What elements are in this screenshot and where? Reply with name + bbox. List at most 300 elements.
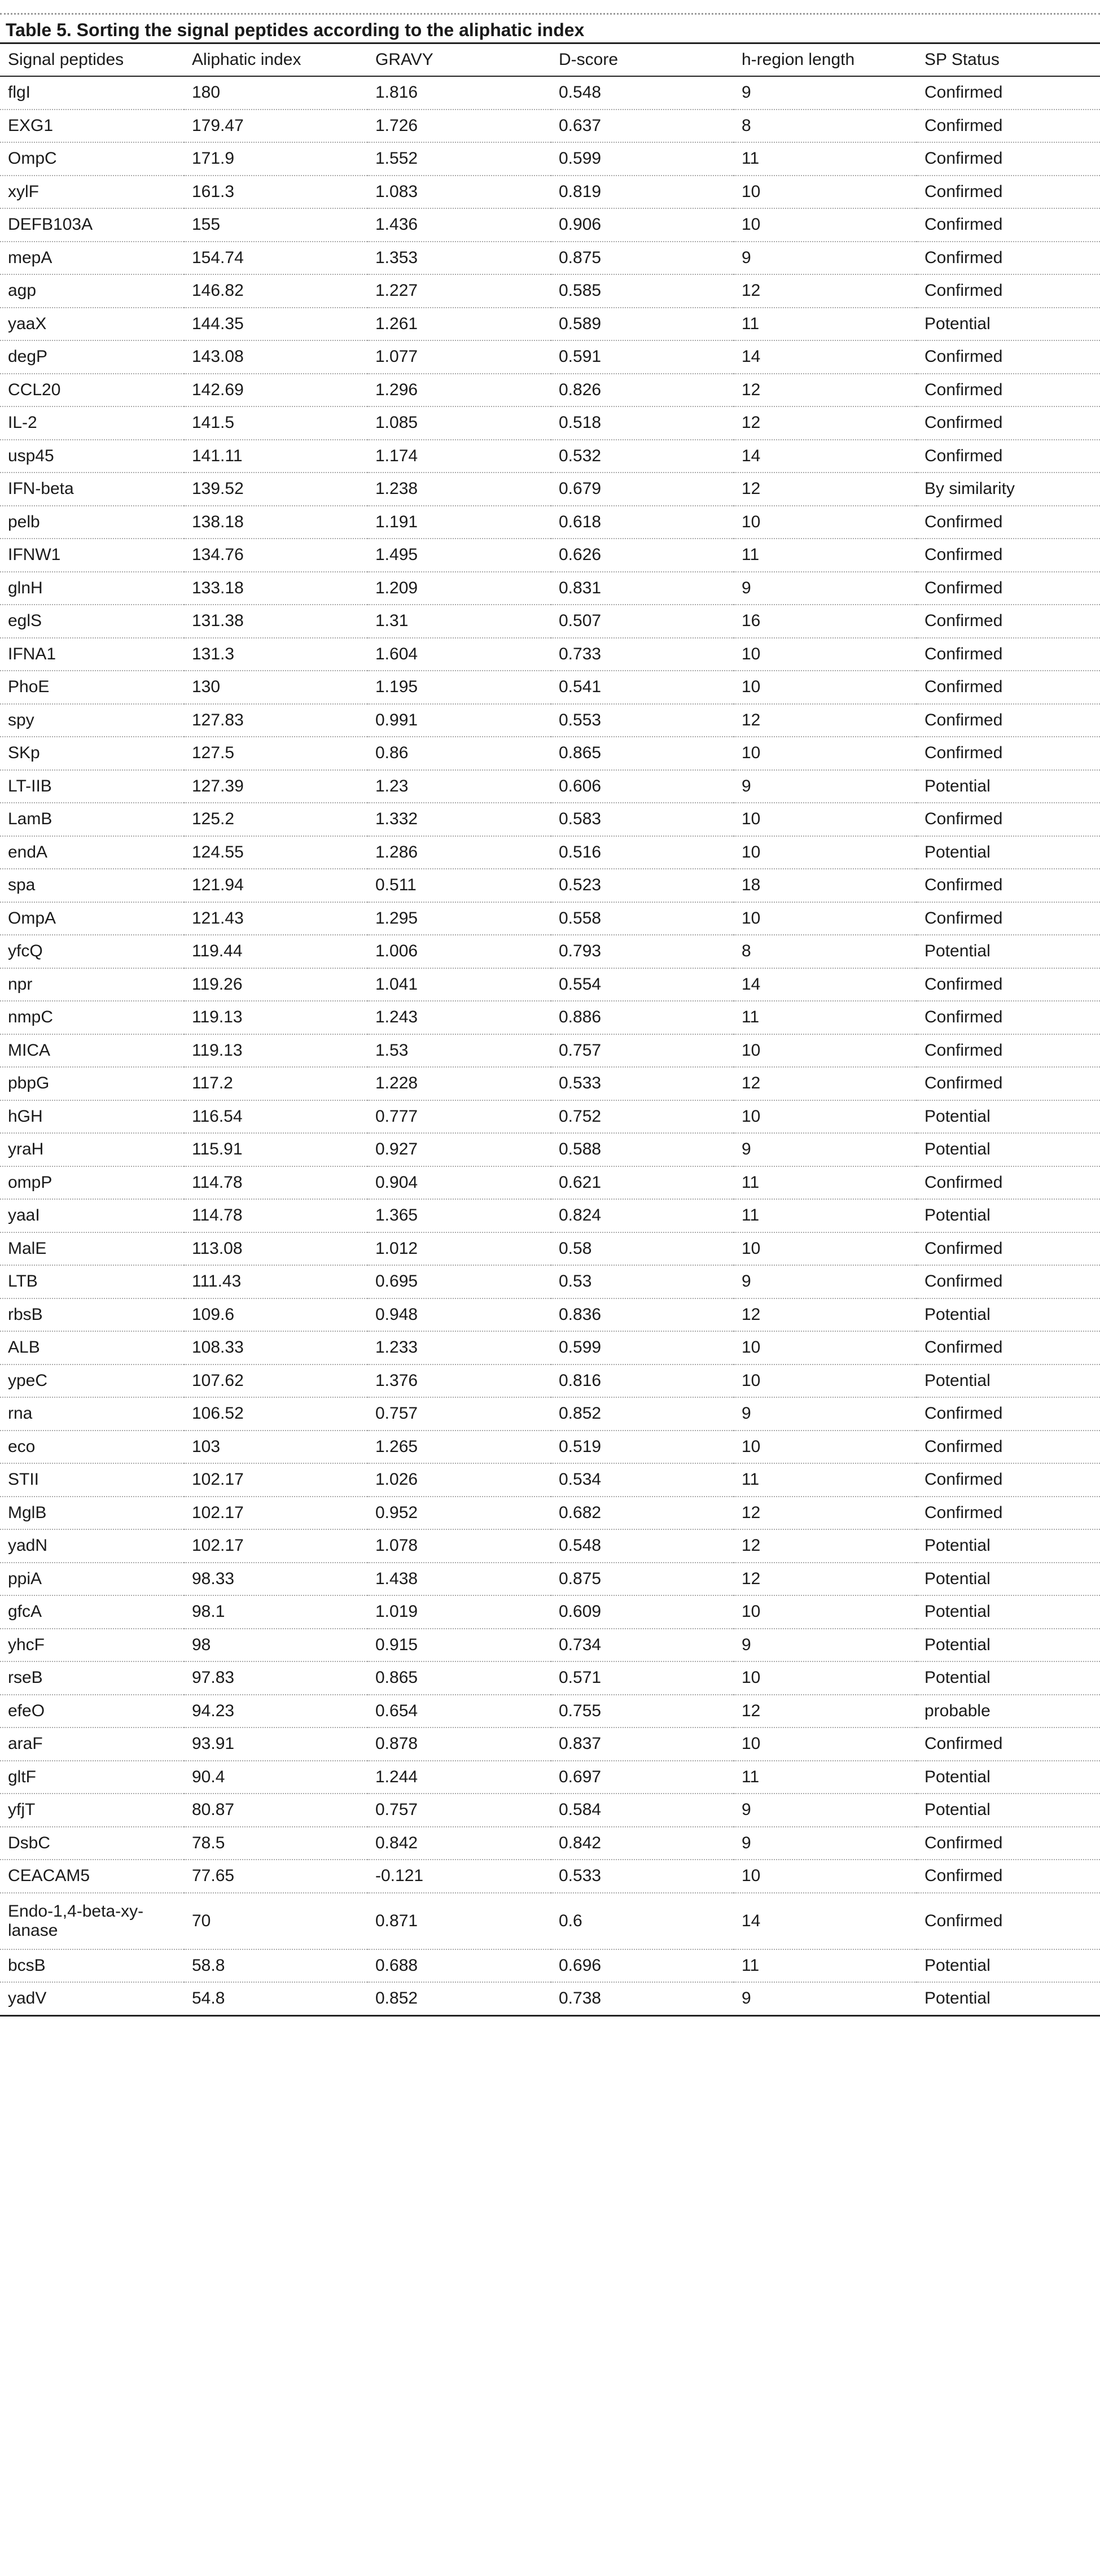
aliphatic-index-cell: 121.94: [184, 869, 367, 902]
sp-status-cell: Potential: [917, 1529, 1100, 1563]
d-score-cell: 0.826: [551, 374, 734, 407]
aliphatic-index-cell: 98.33: [184, 1563, 367, 1596]
signal-peptide-cell: SKp: [0, 737, 184, 770]
table-row: [0, 208, 1100, 242]
table-row: [0, 935, 1100, 968]
sp-status-cell: probable: [917, 1695, 1100, 1728]
signal-peptide-cell: PhoE: [0, 671, 184, 704]
gravy-cell: 1.353: [367, 242, 551, 275]
h-region-length-cell: 11: [734, 142, 917, 176]
d-score-cell: 0.733: [551, 638, 734, 671]
h-region-length-cell: 14: [734, 968, 917, 1001]
sp-status-cell: Confirmed: [917, 1331, 1100, 1364]
sp-status-cell: Confirmed: [917, 1860, 1100, 1893]
gravy-cell: 1.195: [367, 671, 551, 704]
signal-peptide-cell: LamB: [0, 803, 184, 836]
aliphatic-index-cell: 127.5: [184, 737, 367, 770]
aliphatic-index-cell: 98: [184, 1629, 367, 1662]
sp-status-cell: Confirmed: [917, 406, 1100, 440]
h-region-length-cell: 12: [734, 704, 917, 737]
sp-status-cell: Confirmed: [917, 605, 1100, 638]
d-score-cell: 0.583: [551, 803, 734, 836]
sp-status-cell: Confirmed: [917, 76, 1100, 110]
signal-peptide-cell: LTB: [0, 1265, 184, 1298]
h-region-length-cell: 10: [734, 1727, 917, 1761]
aliphatic-index-cell: 131.3: [184, 638, 367, 671]
signal-peptide-cell: IFNA1: [0, 638, 184, 671]
table-row: [0, 1067, 1100, 1100]
signal-peptide-cell: MalE: [0, 1232, 184, 1266]
d-score-cell: 0.618: [551, 506, 734, 539]
signal-peptide-cell: yaaI: [0, 1199, 184, 1232]
d-score-cell: 0.584: [551, 1794, 734, 1827]
d-score-cell: 0.752: [551, 1100, 734, 1134]
aliphatic-index-cell: 109.6: [184, 1298, 367, 1332]
sp-status-cell: Confirmed: [917, 902, 1100, 935]
sp-status-cell: Potential: [917, 1949, 1100, 1983]
signal-peptide-cell: mepA: [0, 242, 184, 275]
signal-peptide-cell: efeO: [0, 1695, 184, 1728]
gravy-cell: 0.654: [367, 1695, 551, 1728]
d-score-cell: 0.541: [551, 671, 734, 704]
signal-peptide-cell: glnH: [0, 572, 184, 605]
table-row: [0, 1100, 1100, 1134]
gravy-cell: 1.376: [367, 1364, 551, 1398]
d-score-cell: 0.682: [551, 1497, 734, 1530]
aliphatic-index-cell: 117.2: [184, 1067, 367, 1100]
table-row: [0, 76, 1100, 110]
table-row: [0, 308, 1100, 341]
sp-status-cell: Confirmed: [917, 704, 1100, 737]
sp-status-cell: Potential: [917, 1298, 1100, 1332]
h-region-length-cell: 10: [734, 1364, 917, 1398]
h-region-length-cell: 11: [734, 1761, 917, 1794]
signal-peptide-cell: CCL20: [0, 374, 184, 407]
gravy-cell: 1.041: [367, 968, 551, 1001]
gravy-cell: 1.244: [367, 1761, 551, 1794]
signal-peptide-cell: rbsB: [0, 1298, 184, 1332]
d-score-cell: 0.819: [551, 176, 734, 209]
sp-status-cell: Confirmed: [917, 440, 1100, 473]
sp-status-cell: Potential: [917, 935, 1100, 968]
table-row: [0, 1529, 1100, 1563]
signal-peptide-cell: araF: [0, 1727, 184, 1761]
table-row: [0, 803, 1100, 836]
signal-peptide-cell: gltF: [0, 1761, 184, 1794]
table-body: [0, 76, 1100, 2015]
d-score-cell: 0.831: [551, 572, 734, 605]
gravy-cell: 1.296: [367, 374, 551, 407]
column-header-d-score: D-score: [551, 44, 734, 76]
d-score-cell: 0.755: [551, 1695, 734, 1728]
sp-status-cell: Confirmed: [917, 737, 1100, 770]
table-row: [0, 1497, 1100, 1530]
signal-peptide-cell: hGH: [0, 1100, 184, 1134]
signal-peptide-cell: yadN: [0, 1529, 184, 1563]
sp-status-cell: Confirmed: [917, 671, 1100, 704]
sp-status-cell: Confirmed: [917, 374, 1100, 407]
d-score-cell: 0.637: [551, 110, 734, 143]
h-region-length-cell: 9: [734, 242, 917, 275]
signal-peptide-cell: gfcA: [0, 1595, 184, 1629]
sp-status-cell: Potential: [917, 1100, 1100, 1134]
d-score-cell: 0.6: [551, 1893, 734, 1949]
signal-peptide-cell: spa: [0, 869, 184, 902]
column-header-h-region-length: h-region length: [734, 44, 917, 76]
signal-peptide-cell: STII: [0, 1463, 184, 1497]
signal-peptide-cell: Endo-1,4-beta-xy-lanase: [0, 1893, 184, 1949]
sp-status-cell: Confirmed: [917, 340, 1100, 374]
sp-status-cell: Potential: [917, 308, 1100, 341]
d-score-cell: 0.793: [551, 935, 734, 968]
h-region-length-cell: 12: [734, 1298, 917, 1332]
d-score-cell: 0.533: [551, 1860, 734, 1893]
d-score-cell: 0.553: [551, 704, 734, 737]
signal-peptide-cell: ompP: [0, 1166, 184, 1200]
h-region-length-cell: 10: [734, 1034, 917, 1068]
table-row: [0, 1727, 1100, 1761]
table-row: [0, 1397, 1100, 1431]
aliphatic-index-cell: 124.55: [184, 836, 367, 869]
signal-peptide-cell: pbpG: [0, 1067, 184, 1100]
sp-status-cell: Confirmed: [917, 1727, 1100, 1761]
table-row: [0, 1133, 1100, 1166]
gravy-cell: 1.365: [367, 1199, 551, 1232]
gravy-cell: 0.952: [367, 1497, 551, 1530]
d-score-cell: 0.734: [551, 1629, 734, 1662]
d-score-cell: 0.626: [551, 539, 734, 572]
d-score-cell: 0.837: [551, 1727, 734, 1761]
d-score-cell: 0.696: [551, 1949, 734, 1983]
h-region-length-cell: 14: [734, 340, 917, 374]
d-score-cell: 0.865: [551, 737, 734, 770]
aliphatic-index-cell: 127.39: [184, 770, 367, 803]
h-region-length-cell: 16: [734, 605, 917, 638]
sp-status-cell: Confirmed: [917, 1431, 1100, 1464]
table-row: [0, 406, 1100, 440]
d-score-cell: 0.599: [551, 142, 734, 176]
table-row: [0, 539, 1100, 572]
signal-peptide-cell: LT-IIB: [0, 770, 184, 803]
aliphatic-index-cell: 114.78: [184, 1199, 367, 1232]
h-region-length-cell: 9: [734, 1133, 917, 1166]
h-region-length-cell: 10: [734, 1860, 917, 1893]
d-score-cell: 0.824: [551, 1199, 734, 1232]
aliphatic-index-cell: 113.08: [184, 1232, 367, 1266]
sp-status-cell: Confirmed: [917, 1166, 1100, 1200]
aliphatic-index-cell: 119.13: [184, 1034, 367, 1068]
aliphatic-index-cell: 127.83: [184, 704, 367, 737]
aliphatic-index-cell: 155: [184, 208, 367, 242]
sp-status-cell: Confirmed: [917, 572, 1100, 605]
sp-status-cell: Confirmed: [917, 1232, 1100, 1266]
h-region-length-cell: 12: [734, 374, 917, 407]
h-region-length-cell: 12: [734, 406, 917, 440]
gravy-cell: 1.726: [367, 110, 551, 143]
d-score-cell: 0.518: [551, 406, 734, 440]
signal-peptide-cell: spy: [0, 704, 184, 737]
sp-status-cell: Confirmed: [917, 1397, 1100, 1431]
signal-peptide-cell: OmpC: [0, 142, 184, 176]
signal-peptide-cell: nmpC: [0, 1001, 184, 1034]
sp-status-cell: Confirmed: [917, 1001, 1100, 1034]
aliphatic-index-cell: 125.2: [184, 803, 367, 836]
table-row: [0, 1331, 1100, 1364]
gravy-cell: 1.265: [367, 1431, 551, 1464]
aliphatic-index-cell: 80.87: [184, 1794, 367, 1827]
h-region-length-cell: 12: [734, 1497, 917, 1530]
d-score-cell: 0.532: [551, 440, 734, 473]
aliphatic-index-cell: 138.18: [184, 506, 367, 539]
table-row: [0, 473, 1100, 506]
gravy-cell: 0.757: [367, 1397, 551, 1431]
table-row: [0, 242, 1100, 275]
aliphatic-index-cell: 107.62: [184, 1364, 367, 1398]
signal-peptide-cell: rna: [0, 1397, 184, 1431]
h-region-length-cell: 9: [734, 1629, 917, 1662]
sp-status-cell: Confirmed: [917, 208, 1100, 242]
table-row: [0, 968, 1100, 1001]
sp-status-cell: Confirmed: [917, 142, 1100, 176]
d-score-cell: 0.816: [551, 1364, 734, 1398]
column-header-signal-peptides: Signal peptides: [0, 44, 184, 76]
h-region-length-cell: 8: [734, 110, 917, 143]
sp-status-cell: Confirmed: [917, 869, 1100, 902]
d-score-cell: 0.516: [551, 836, 734, 869]
aliphatic-index-cell: 116.54: [184, 1100, 367, 1134]
aliphatic-index-cell: 77.65: [184, 1860, 367, 1893]
h-region-length-cell: 10: [734, 1431, 917, 1464]
d-score-cell: 0.585: [551, 274, 734, 308]
d-score-cell: 0.609: [551, 1595, 734, 1629]
d-score-cell: 0.534: [551, 1463, 734, 1497]
table-row: [0, 1794, 1100, 1827]
sp-status-cell: Potential: [917, 1133, 1100, 1166]
sp-status-cell: Potential: [917, 1661, 1100, 1695]
signal-peptide-cell: yraH: [0, 1133, 184, 1166]
table-row: [0, 440, 1100, 473]
gravy-cell: 1.012: [367, 1232, 551, 1266]
h-region-length-cell: 10: [734, 836, 917, 869]
gravy-cell: 0.991: [367, 704, 551, 737]
signal-peptide-cell: CEACAM5: [0, 1860, 184, 1893]
aliphatic-index-cell: 119.44: [184, 935, 367, 968]
sp-status-cell: Confirmed: [917, 176, 1100, 209]
table-row: [0, 1761, 1100, 1794]
h-region-length-cell: 9: [734, 76, 917, 110]
table-row: [0, 1463, 1100, 1497]
sp-status-cell: Confirmed: [917, 242, 1100, 275]
signal-peptide-cell: agp: [0, 274, 184, 308]
gravy-cell: 1.006: [367, 935, 551, 968]
table-row: [0, 374, 1100, 407]
h-region-length-cell: 18: [734, 869, 917, 902]
h-region-length-cell: 9: [734, 1794, 917, 1827]
h-region-length-cell: 12: [734, 1529, 917, 1563]
gravy-cell: 1.233: [367, 1331, 551, 1364]
column-header-aliphatic-index: Aliphatic index: [184, 44, 367, 76]
sp-status-cell: Confirmed: [917, 1265, 1100, 1298]
signal-peptide-cell: OmpA: [0, 902, 184, 935]
d-score-cell: 0.697: [551, 1761, 734, 1794]
gravy-cell: 1.816: [367, 76, 551, 110]
gravy-cell: 1.026: [367, 1463, 551, 1497]
signal-peptide-cell: DEFB103A: [0, 208, 184, 242]
h-region-length-cell: 10: [734, 1100, 917, 1134]
signal-peptide-cell: bcsB: [0, 1949, 184, 1983]
gravy-cell: 0.777: [367, 1100, 551, 1134]
aliphatic-index-cell: 141.11: [184, 440, 367, 473]
table-caption: Table 5. Sorting the signal peptides according to the aliphatic index: [0, 15, 1100, 44]
gravy-cell: 0.842: [367, 1827, 551, 1860]
d-score-cell: 0.53: [551, 1265, 734, 1298]
aliphatic-index-cell: 58.8: [184, 1949, 367, 1983]
aliphatic-index-cell: 102.17: [184, 1497, 367, 1530]
d-score-cell: 0.621: [551, 1166, 734, 1200]
gravy-cell: 0.865: [367, 1661, 551, 1695]
gravy-cell: 1.495: [367, 539, 551, 572]
gravy-cell: 1.286: [367, 836, 551, 869]
table-row: [0, 1949, 1100, 1983]
gravy-cell: 0.948: [367, 1298, 551, 1332]
signal-peptide-cell: MglB: [0, 1497, 184, 1530]
signal-peptide-cell: yadV: [0, 1982, 184, 2015]
signal-peptide-cell: pelb: [0, 506, 184, 539]
h-region-length-cell: 10: [734, 1232, 917, 1266]
gravy-cell: 1.552: [367, 142, 551, 176]
signal-peptide-cell: yfjT: [0, 1794, 184, 1827]
gravy-cell: 1.209: [367, 572, 551, 605]
h-region-length-cell: 14: [734, 1893, 917, 1949]
sp-status-cell: Confirmed: [917, 506, 1100, 539]
aliphatic-index-cell: 93.91: [184, 1727, 367, 1761]
h-region-length-cell: 9: [734, 1265, 917, 1298]
d-score-cell: 0.558: [551, 902, 734, 935]
signal-peptide-cell: DsbC: [0, 1827, 184, 1860]
table-row: [0, 638, 1100, 671]
gravy-cell: 0.878: [367, 1727, 551, 1761]
signal-peptide-cell: IFN-beta: [0, 473, 184, 506]
signal-peptide-cell: degP: [0, 340, 184, 374]
h-region-length-cell: 12: [734, 1563, 917, 1596]
gravy-cell: 1.604: [367, 638, 551, 671]
d-score-cell: 0.886: [551, 1001, 734, 1034]
signal-peptide-cell: yaaX: [0, 308, 184, 341]
aliphatic-index-cell: 103: [184, 1431, 367, 1464]
gravy-cell: 0.511: [367, 869, 551, 902]
sp-status-cell: Potential: [917, 1982, 1100, 2015]
aliphatic-index-cell: 141.5: [184, 406, 367, 440]
gravy-cell: 1.085: [367, 406, 551, 440]
signal-peptide-cell: xylF: [0, 176, 184, 209]
gravy-cell: 0.695: [367, 1265, 551, 1298]
table-row: [0, 1265, 1100, 1298]
h-region-length-cell: 9: [734, 572, 917, 605]
d-score-cell: 0.842: [551, 1827, 734, 1860]
gravy-cell: 1.23: [367, 770, 551, 803]
aliphatic-index-cell: 146.82: [184, 274, 367, 308]
aliphatic-index-cell: 142.69: [184, 374, 367, 407]
d-score-cell: 0.906: [551, 208, 734, 242]
sp-status-cell: Potential: [917, 1199, 1100, 1232]
column-header-gravy: GRAVY: [367, 44, 551, 76]
aliphatic-index-cell: 97.83: [184, 1661, 367, 1695]
h-region-length-cell: 10: [734, 506, 917, 539]
sp-status-cell: Confirmed: [917, 1067, 1100, 1100]
aliphatic-index-cell: 98.1: [184, 1595, 367, 1629]
table-row: [0, 1695, 1100, 1728]
h-region-length-cell: 12: [734, 1067, 917, 1100]
signal-peptide-cell: ypeC: [0, 1364, 184, 1398]
aliphatic-index-cell: 70: [184, 1893, 367, 1949]
table-row: [0, 1661, 1100, 1695]
h-region-length-cell: 10: [734, 902, 917, 935]
sp-status-cell: Potential: [917, 1595, 1100, 1629]
aliphatic-index-cell: 119.13: [184, 1001, 367, 1034]
signal-peptide-cell: npr: [0, 968, 184, 1001]
h-region-length-cell: 12: [734, 473, 917, 506]
gravy-cell: 1.228: [367, 1067, 551, 1100]
gravy-cell: 0.86: [367, 737, 551, 770]
aliphatic-index-cell: 106.52: [184, 1397, 367, 1431]
table-row: [0, 176, 1100, 209]
aliphatic-index-cell: 90.4: [184, 1761, 367, 1794]
gravy-cell: 1.436: [367, 208, 551, 242]
table-row: [0, 1827, 1100, 1860]
signal-peptide-cell: IFNW1: [0, 539, 184, 572]
table-row: [0, 340, 1100, 374]
table-row: [0, 605, 1100, 638]
table-row: [0, 770, 1100, 803]
sp-status-cell: By similarity: [917, 473, 1100, 506]
h-region-length-cell: 10: [734, 208, 917, 242]
d-score-cell: 0.836: [551, 1298, 734, 1332]
h-region-length-cell: 11: [734, 1166, 917, 1200]
gravy-cell: 0.757: [367, 1794, 551, 1827]
gravy-cell: 1.191: [367, 506, 551, 539]
signal-peptide-cell: IL-2: [0, 406, 184, 440]
h-region-length-cell: 9: [734, 1397, 917, 1431]
gravy-cell: 1.31: [367, 605, 551, 638]
gravy-cell: 1.077: [367, 340, 551, 374]
h-region-length-cell: 11: [734, 539, 917, 572]
sp-status-cell: Confirmed: [917, 638, 1100, 671]
column-header-sp-status: SP Status: [917, 44, 1100, 76]
table-row: [0, 572, 1100, 605]
sp-status-cell: Potential: [917, 1364, 1100, 1398]
h-region-length-cell: 10: [734, 1595, 917, 1629]
sp-status-cell: Confirmed: [917, 1893, 1100, 1949]
d-score-cell: 0.738: [551, 1982, 734, 2015]
signal-peptide-cell: yhcF: [0, 1629, 184, 1662]
aliphatic-index-cell: 139.52: [184, 473, 367, 506]
aliphatic-index-cell: 102.17: [184, 1529, 367, 1563]
table-row: [0, 1166, 1100, 1200]
d-score-cell: 0.519: [551, 1431, 734, 1464]
gravy-cell: 1.078: [367, 1529, 551, 1563]
h-region-length-cell: 10: [734, 1331, 917, 1364]
gravy-cell: 1.243: [367, 1001, 551, 1034]
table-row: [0, 1893, 1100, 1949]
d-score-cell: 0.548: [551, 1529, 734, 1563]
d-score-cell: 0.757: [551, 1034, 734, 1068]
sp-status-cell: Potential: [917, 836, 1100, 869]
d-score-cell: 0.875: [551, 242, 734, 275]
aliphatic-index-cell: 115.91: [184, 1133, 367, 1166]
aliphatic-index-cell: 94.23: [184, 1695, 367, 1728]
h-region-length-cell: 10: [734, 671, 917, 704]
sp-status-cell: Confirmed: [917, 968, 1100, 1001]
